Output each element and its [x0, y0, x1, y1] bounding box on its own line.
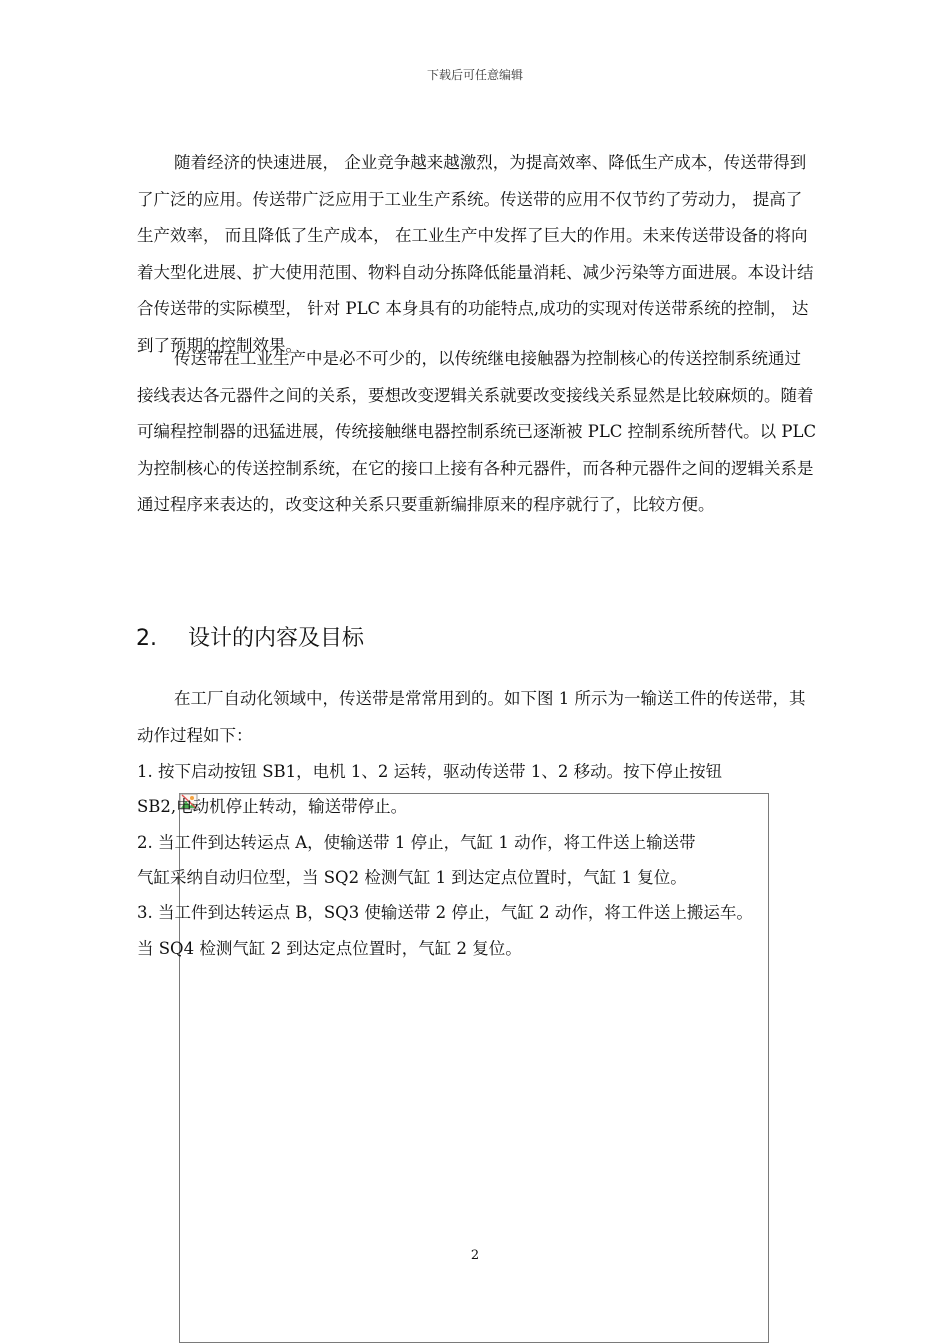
list-item-3-line-1: 3. 当工件到达转运点 B，SQ3 使输送带 2 停止，气缸 2 动作，将工件送上搬运车。	[137, 903, 753, 922]
list-item-2-line-1: 2. 当工件到达转运点 A，使输送带 1 停止，气缸 1 动作，将工件送上输送带	[137, 833, 696, 852]
list-item-1-line-2: SB2,电动机停止转动，输送带停止。	[137, 797, 408, 816]
list-item-1-line-1: 1. 按下启动按钮 SB1，电机 1、2 运转，驱动传送带 1、2 移动。按下停止按钮	[137, 762, 723, 781]
list-item-3-line-2: 当 SQ4 检测气缸 2 到达定点位置时，气缸 2 复位。	[137, 939, 522, 958]
section-number: 2.	[136, 626, 157, 651]
intro-paragraph-1: 随着经济的快速进展， 企业竞争越来越激烈，为提高效率、降低生产成本，传送带得到了广泛的应用。传送带广泛应用于工业生产系统。传送带的应用不仅节约了劳动力， 提高了生产效率， 而且降低了生产成本， 在工业生产中发挥了巨大的作用。未来传送带设备的将向着大型化进展、扩大使用范围、物料自动分拣降低能量消耗、减少污染等方面进展。本设计结合传送带的实际模型， 针对 PLC 本身具有的功能特点,成功的实现对传送带系统的控制， 达到了预期的控制效果。	[137, 153, 814, 355]
list-item-2-line-2: 气缸采纳自动归位型，当 SQ2 检测气缸 1 到达定点位置时，气缸 1 复位。	[137, 868, 687, 887]
section-title: 设计的内容及目标	[188, 626, 365, 651]
content-paragraph-1: 在工厂自动化领域中，传送带是常常用到的。如下图 1 所示为一输送工件的传送带，其动作过程如下：	[137, 689, 806, 745]
page-number: 2	[470, 1248, 480, 1263]
header-note: 下载后可任意编辑	[426, 68, 523, 82]
section-heading	[136, 624, 364, 654]
intro-paragraph-2: 传送带在工业生产中是必不可少的，以传统继电接触器为控制核心的传送控制系统通过接线表达各元器件之间的关系，要想改变逻辑关系就要改变接线关系显然是比较麻烦的。随着可编程控制器的迅猛进展，传统接触继电器控制系统已逐渐被 PLC 控制系统所替代。以 PLC 为控制核心的传送控制系统，在它的接口上接有各种元器件，而各种元器件之间的逻辑关系是通过程序来表达的，改变这种关系只要重新编排原来的程序就行了，比较方便。	[137, 349, 817, 515]
